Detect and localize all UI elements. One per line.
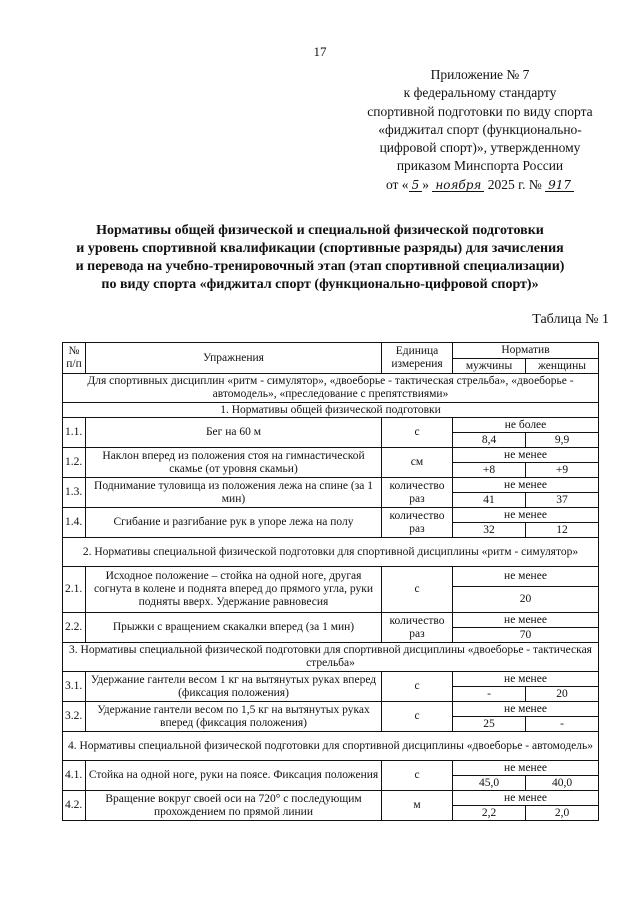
common-value: 70 — [453, 628, 599, 643]
row-number: 2.2. — [63, 613, 86, 643]
male-value: 2,2 — [453, 806, 526, 821]
row-number: 4.2. — [63, 791, 86, 821]
appendix-line: Приложение № 7 — [430, 67, 530, 82]
order-day: 5 — [409, 179, 423, 192]
section-row — [63, 643, 599, 672]
appendix-line: приказом Минспорта России — [396, 158, 564, 174]
table-row — [63, 613, 599, 628]
female-value: 2,0 — [526, 806, 599, 821]
common-value: 20 — [453, 587, 599, 613]
exercise-cell: Прыжки с вращением скакалки вперед (за 1 мин) — [86, 613, 382, 643]
condition-cell: не менее — [453, 613, 599, 628]
exercise-cell: Наклон вперед из положения стоя на гимнастической скамье (от уровня скамьи) — [86, 448, 382, 478]
condition-cell: не менее — [453, 672, 599, 687]
header-num: № п/п — [63, 343, 86, 374]
appendix-line: «фиджитал спорт (функционально- — [378, 121, 582, 137]
row-number: 4.1. — [63, 761, 86, 791]
appendix-line: к федеральному стандарту — [403, 85, 557, 101]
order-date-line — [330, 176, 630, 194]
unit-cell: с — [382, 418, 453, 448]
section-title: 2. Нормативы специальной физической подготовки для спортивной дисциплины «ритм - симулятор» — [63, 538, 599, 567]
page-number: 17 — [313, 44, 327, 59]
title-line: и перевода на учебно-тренировочный этап (этап спортивной специализации) — [75, 259, 565, 274]
table-row — [63, 508, 599, 523]
exercise-cell: Стойка на одной ноге, руки на поясе. Фиксация положения — [86, 761, 382, 791]
table-row — [63, 791, 599, 806]
unit-cell: с — [382, 702, 453, 732]
order-sep: » — [422, 176, 429, 192]
female-value: 12 — [526, 523, 599, 538]
order-year: 2025 г. № — [487, 176, 542, 192]
female-value: 9,9 — [526, 433, 599, 448]
male-value: 8,4 — [453, 433, 526, 448]
condition-cell: не менее — [453, 791, 599, 806]
table-row — [63, 672, 599, 687]
exercise-cell: Исходное положение – стойка на одной ноге, другая согнута в колене и поднята вперед до прямого угла, руки подняты вверх. Удержание равновесия — [86, 567, 382, 613]
title-line: и уровень спортивной квалификации (спортивные разряды) для зачисления — [76, 241, 564, 256]
row-number: 1.2. — [63, 448, 86, 478]
table-row — [63, 448, 599, 463]
unit-cell: количество раз — [382, 508, 453, 538]
table-row — [63, 418, 599, 433]
row-number: 2.1. — [63, 567, 86, 613]
exercise-cell: Удержание гантели весом по 1,5 кг на вытянутых руках вперед (фиксация положения) — [86, 702, 382, 732]
female-value: 40,0 — [526, 776, 599, 791]
table-row — [63, 761, 599, 776]
male-value: +8 — [453, 463, 526, 478]
row-number: 1.1. — [63, 418, 86, 448]
unit-cell: м — [382, 791, 453, 821]
order-prefix: от « — [385, 176, 409, 192]
male-value: 32 — [453, 523, 526, 538]
order-month: ноября — [432, 179, 484, 192]
section-row — [63, 538, 599, 567]
male-value: 41 — [453, 493, 526, 508]
row-number: 3.1. — [63, 672, 86, 702]
appendix-line: спортивной подготовки по виду спорта — [367, 103, 593, 119]
unit-cell: см — [382, 448, 453, 478]
row-number: 1.3. — [63, 478, 86, 508]
condition-cell: не менее — [453, 702, 599, 717]
title-line: по виду спорта «фиджитал спорт (функционально-цифровой спорт)» — [101, 277, 539, 292]
title-line: Нормативы общей физической и специальной физической подготовки — [96, 223, 544, 238]
condition-cell: не менее — [453, 478, 599, 493]
unit-cell: с — [382, 567, 453, 613]
disciplines-note-row — [63, 374, 599, 403]
condition-cell: не более — [453, 418, 599, 433]
table-row — [63, 567, 599, 587]
table-row — [63, 702, 599, 717]
section-title: 1. Нормативы общей физической подготовки — [63, 403, 599, 418]
female-value: 20 — [526, 687, 599, 702]
row-number: 3.2. — [63, 702, 86, 732]
exercise-cell: Вращение вокруг своей оси на 720° с последующим прохождением по прямой линии — [86, 791, 382, 821]
section-row — [63, 732, 599, 761]
male-value: 25 — [453, 717, 526, 732]
condition-cell: не менее — [453, 761, 599, 776]
female-value: 37 — [526, 493, 599, 508]
section-title: 4. Нормативы специальной физической подготовки для спортивной дисциплины «двоеборье - автомодель» — [63, 732, 599, 761]
table-label: Таблица № 1 — [532, 312, 609, 327]
disciplines-note: Для спортивных дисциплин «ритм - симулятор», «двоеборье - тактическая стрельба», «двоеборье - автомодель», «преследование с препятствиями» — [63, 374, 599, 403]
document-title — [0, 222, 640, 294]
female-value: - — [526, 717, 599, 732]
appendix-block — [330, 66, 630, 194]
exercise-cell: Удержание гантели весом 1 кг на вытянутых руках вперед (фиксация положения) — [86, 672, 382, 702]
appendix-line: цифровой спорт)», утвержденному — [379, 140, 581, 156]
header-male: мужчины — [453, 359, 526, 374]
section-row — [63, 403, 599, 418]
female-value: +9 — [526, 463, 599, 478]
order-number: 917 — [545, 179, 574, 192]
header-exercise: Упражнения — [86, 343, 382, 374]
exercise-cell: Сгибание и разгибание рук в упоре лежа на полу — [86, 508, 382, 538]
condition-cell: не менее — [453, 448, 599, 463]
unit-cell: с — [382, 761, 453, 791]
header-unit: Единица измерения — [382, 343, 453, 374]
standards-table — [62, 342, 599, 821]
exercise-cell: Поднимание туловища из положения лежа на спине (за 1 мин) — [86, 478, 382, 508]
male-value: 45,0 — [453, 776, 526, 791]
section-title: 3. Нормативы специальной физической подготовки для спортивной дисциплины «двоеборье - тактическая стрельба» — [63, 643, 599, 672]
header-female: женщины — [526, 359, 599, 374]
row-number: 1.4. — [63, 508, 86, 538]
unit-cell: с — [382, 672, 453, 702]
condition-cell: не менее — [453, 508, 599, 523]
unit-cell: количество раз — [382, 613, 453, 643]
exercise-cell: Бег на 60 м — [86, 418, 382, 448]
male-value: - — [453, 687, 526, 702]
table-row — [63, 478, 599, 493]
header-row — [63, 343, 599, 359]
unit-cell: количество раз — [382, 478, 453, 508]
header-norm: Норматив — [453, 343, 599, 359]
condition-cell: не менее — [453, 567, 599, 587]
